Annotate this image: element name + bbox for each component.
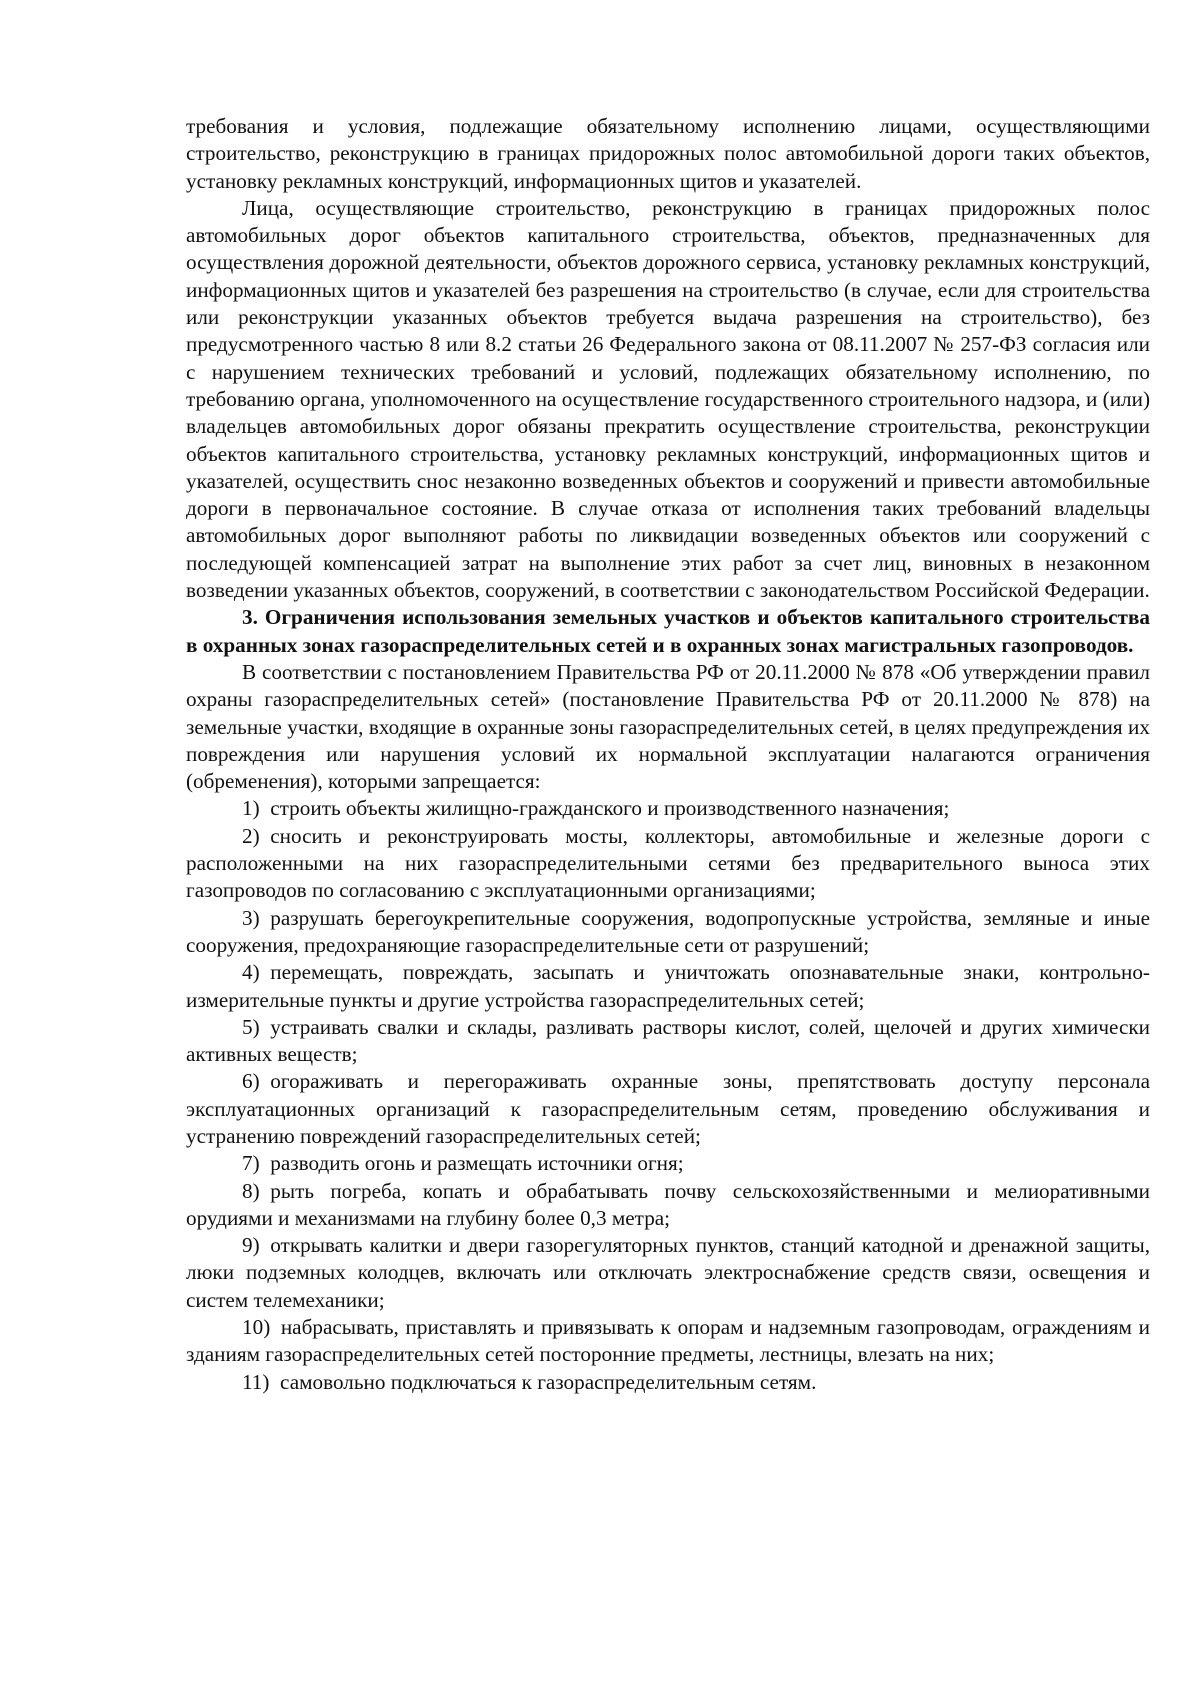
- list-item: 4) перемещать, повреждать, засыпать и уничтожать опознавательные знаки, контрольно-измерительные пункты и другие устройства газораспределительных сетей;: [186, 960, 1150, 1012]
- list-item: 9) открывать калитки и двери газорегуляторных пунктов, станций катодной и дренажной защиты, люки подземных колодцев, включать или отключать электроснабжение средств связи, освещения и систем телемеханики;: [186, 1233, 1150, 1312]
- paragraph-regulation-878: В соответствии с постановлением Правительства РФ от 20.11.2000 № 878 «Об утверждении правил охраны газораспределительных сетей» (постановление Правительства РФ от 20.11.2000 № 878) на земельные участки, входящие в охранные зоны газораспределительных сетей, в целях предупреждения их повреждения или нарушения условий их нормальной эксплуатации налагаются ограничения (обременения), которыми запрещается:: [186, 659, 1150, 794]
- list-item: 2) сносить и реконструировать мосты, коллекторы, автомобильные и железные дороги с расположенными на них газораспределительными сетями без предварительного выноса этих газопроводов по согласованию с эксплуатационными организациями;: [186, 823, 1150, 903]
- list-item: 10) набрасывать, приставлять и привязывать к опорам и надземным газопроводам, ограждениям и зданиям газораспределительных сетей посторонние предметы, лестницы, влезать на них;: [186, 1315, 1150, 1367]
- list-item: 7) разводить огонь и размещать источники огня;: [242, 1151, 684, 1176]
- list-item: 1) строить объекты жилищно-гражданского и производственного назначения;: [242, 796, 950, 821]
- list-item: 5) устраивать свалки и склады, разливать растворы кислот, солей, щелочей и других химически активных веществ;: [186, 1014, 1150, 1067]
- paragraph-continuation: требования и условия, подлежащие обязательному исполнению лицами, осуществляющими строительство, реконструкцию в границах придорожных полос автомобильной дороги таких объектов, установку рекламных конструкций, информационных щитов и указателей.: [186, 114, 1150, 193]
- list-item: 3) разрушать берегоукрепительные сооружения, водопропускные устройства, земляные и иные сооружения, предохраняющие газораспределительные сети от разрушений;: [186, 905, 1150, 957]
- list-item: 6) огораживать и перегораживать охранные зоны, препятствовать доступу персонала эксплуатационных организаций к газораспределительным сетям, проведению обслуживания и устранению повреждений газораспределительных сетей;: [186, 1069, 1150, 1148]
- list-item: 11) самовольно подключаться к газораспределительным сетям.: [242, 1369, 817, 1394]
- list-item: 8) рыть погреба, копать и обрабатывать почву сельскохозяйственными и мелиоративными орудиями и механизмами на глубину более 0,3 метра;: [186, 1178, 1150, 1230]
- document-page: [186, 113, 1150, 1396]
- paragraph-obligations: Лица, осуществляющие строительство, реконструкцию в границах придорожных полос автомобильных дорог объектов капитального строительства, объектов, предназначенных для осуществления дорожной деятельности, объектов дорожного сервиса, установку рекламных конструкций, информационных щитов и указателей без разрешения на строительство (в случае, если для строительства или реконструкции указанных объектов требуется выдача разрешения на строительство), без предусмотренного частью 8 или 8.2 статьи 26 Федерального закона от 08.11.2007 № 257-ФЗ согласия или с нарушением технических требований и условий, подлежащих обязательному исполнению, по требованию органа, уполномоченного на осуществление государственного строительного надзора, и (или) владельцев автомобильных дорог обязаны прекратить осуществление строительства, реконструкции объектов капитального строительства, установку рекламных конструкций, информационных щитов и указателей, осуществить снос незаконно возведенных объектов и сооружений и привести автомобильные дороги в первоначальное состояние. В случае отказа от исполнения таких требований владельцы автомобильных дорог выполняют работы по ликвидации возведенных объектов или сооружений с последующей компенсацией затрат на выполнение этих работ за счет лиц, виновных в незаконном возведении указанных объектов, сооружений, в соответствии с законодательством Российской Федерации.: [186, 195, 1150, 603]
- section-heading-3: 3. Ограничения использования земельных участков и объектов капитального строительства в охранных зонах газораспределительных сетей и в охранных зонах магистральных газопроводов.: [186, 605, 1150, 657]
